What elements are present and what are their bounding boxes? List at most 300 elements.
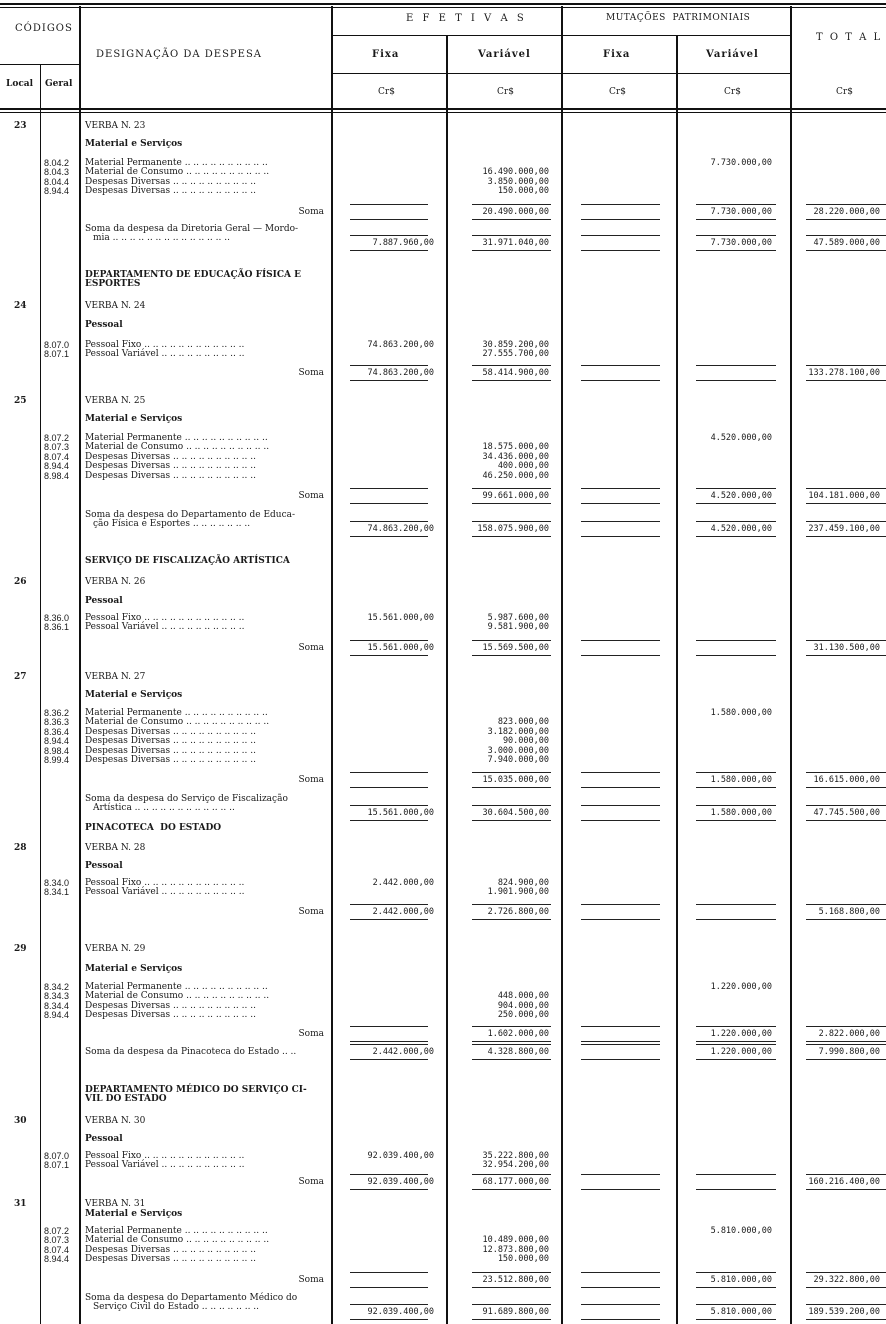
sum-rule-top [581,805,660,806]
row-description: Soma da despesa da Pinacoteca do Estado .. .. [85,1047,297,1057]
sum-rule-top [350,365,428,366]
row-value-evar: 7.940.000,00 [487,755,549,765]
row-value-evar: 90.000,00 [502,736,549,746]
sum-rule-top [806,1304,886,1305]
row-description: Despesas Diversas .. .. .. .. .. .. .. .. .. .. [85,1010,256,1020]
row-value-efix: 92.039.400,00 [367,1177,434,1187]
sum-rule-top [696,204,776,205]
row-value-mvar: 5.810.000,00 [710,1307,772,1317]
row-description-cont: ção Física e Esportes .. .. .. .. .. .. .. [93,519,251,529]
sum-rule-top [581,1026,660,1027]
row-value-total: 28.220.000,00 [813,207,880,217]
row-description: Despesas Diversas .. .. .. .. .. .. .. .. .. .. [85,736,256,746]
row-value-mvar: 4.520.000,00 [710,524,772,534]
sum-rule-bottom [581,655,660,656]
sum-rule-bottom [581,919,660,920]
sum-rule-bottom [350,1319,428,1320]
row-value-total: 5.168.800,00 [818,907,880,917]
row-description: Despesas Diversas .. .. .. .. .. .. .. .. .. .. [85,461,256,471]
top-rule-inner [0,7,886,8]
row-description: Soma da despesa do Departamento Médico do [85,1293,298,1303]
row-geral-code: 8.07.3 [44,1235,70,1245]
row-value-evar: 58.414.900,00 [482,368,549,378]
row-value-evar: 158.075.900,00 [477,524,549,534]
sum-rule-bottom [806,787,886,788]
sum-rule-top [696,488,776,489]
sum-rule-bottom [350,1059,428,1060]
sum-rule-top [696,772,776,773]
sum-rule-top [696,640,776,641]
row-local-code: 23 [14,121,27,131]
row-value-total: 160.216.400,00 [808,1177,880,1187]
row-description: Material Permanente .. .. .. .. .. .. .. .. .. .. [85,158,268,168]
row-local-code: 31 [14,1199,27,1209]
row-value-efix: 92.039.400,00 [367,1151,434,1161]
sum-rule-top [806,1026,886,1027]
row-value-total: 7.990.800,00 [818,1047,880,1057]
sum-rule-top [581,1044,660,1045]
row-soma-label: Soma [298,491,324,501]
hdr-efetivas: E F E T I V A S [406,13,527,24]
sum-rule-bottom [806,1041,886,1042]
row-geral-code: 8.94.4 [44,736,70,746]
row-geral-code: 8.07.3 [44,442,70,452]
sum-rule-bottom [581,1041,660,1042]
sum-rule-bottom [696,1189,776,1190]
row-description: Material Permanente .. .. .. .. .. .. .. .. .. .. [85,1226,268,1236]
row-description: Soma da despesa do Serviço de Fiscalização [85,794,288,804]
sum-rule-bottom [806,219,886,220]
row-value-evar: 824.900,00 [497,878,549,888]
sum-rule-top [350,805,428,806]
row-value-efix: 2.442.000,00 [372,1047,434,1057]
sum-rule-top [806,521,886,522]
row-value-efix: 2.442.000,00 [372,907,434,917]
row-description: Pessoal Variável .. .. .. .. .. .. .. .. .. .. [85,622,245,632]
row-geral-code: 8.34.3 [44,991,70,1001]
row-geral-code: 8.34.4 [44,1001,70,1011]
sum-rule-bottom [581,1287,660,1288]
row-value-total: 133.278.100,00 [808,368,880,378]
sum-rule-top [472,1272,551,1273]
row-value-efix: 74.863.200,00 [367,524,434,534]
row-description: Pessoal Fixo .. .. .. .. .. .. .. .. .. .. .. .. [85,878,245,888]
row-description: Material de Consumo .. .. .. .. .. .. .. .. .. .. [85,1235,270,1245]
row-local-code: 27 [14,672,27,682]
sum-rule-bottom [581,1319,660,1320]
sum-rule-bottom [806,655,886,656]
row-description: Pessoal Variável .. .. .. .. .. .. .. .. .. .. [85,349,245,359]
row-description: Despesas Diversas .. .. .. .. .. .. .. .. .. .. [85,1245,256,1255]
row-description: Pessoal Fixo .. .. .. .. .. .. .. .. .. .. .. .. [85,613,245,623]
hdr-mutacoes-variavel: Variável [706,49,759,60]
sum-rule-top [472,1304,551,1305]
row-value-evar: 3.850.000,00 [487,177,549,187]
row-description: SERVIÇO DE FISCALIZAÇÃO ARTÍSTICA [85,556,290,566]
row-geral-code: 8.36.2 [44,708,70,718]
row-value-evar: 15.035.000,00 [482,775,549,785]
sum-rule-bottom [581,1059,660,1060]
row-description-cont: ESPORTES [85,279,141,289]
hdr-geral: Geral [45,79,73,89]
row-value-evar: 1.602.000,00 [487,1029,549,1039]
row-value-evar: 35.222.800,00 [482,1151,549,1161]
sum-rule-top [806,488,886,489]
row-description: Pessoal [85,596,123,606]
sum-rule-top [472,904,551,905]
sum-rule-bottom [350,536,428,537]
sum-rule-top [350,521,428,522]
sum-rule-bottom [806,919,886,920]
sum-rule-top [806,1174,886,1175]
row-value-efix: 2.442.000,00 [372,878,434,888]
row-description: VERBA N. 27 [85,672,146,682]
row-value-evar: 23.512.800,00 [482,1275,549,1285]
sum-rule-bottom [350,1041,428,1042]
sum-rule-bottom [696,219,776,220]
row-value-evar: 400.000,00 [497,461,549,471]
sum-rule-top [581,904,660,905]
row-value-evar: 99.661.000,00 [482,491,549,501]
row-value-evar: 3.000.000,00 [487,746,549,756]
hdr-rule-efetivas [331,35,561,36]
sum-rule-bottom [350,1287,428,1288]
row-description: Material de Consumo .. .. .. .. .. .. .. .. .. .. [85,442,270,452]
sum-rule-top [696,365,776,366]
row-geral-code: 8.07.4 [44,1245,70,1255]
row-soma-label: Soma [298,907,324,917]
sum-rule-bottom [581,820,660,821]
col-divider-mvar [790,6,792,1324]
row-soma-label: Soma [298,368,324,378]
row-description-cont: mia .. .. .. .. .. .. .. .. .. .. .. .. .. .. [93,233,230,243]
hdr-rule-codes [0,64,79,65]
sum-rule-top [581,1174,660,1175]
row-value-evar: 2.726.800,00 [487,907,549,917]
row-geral-code: 8.07.2 [44,1226,70,1236]
row-local-code: 28 [14,843,27,853]
sum-rule-top [350,1304,428,1305]
sum-rule-top [472,365,551,366]
hdr-currency-5: Cr$ [836,87,853,97]
row-description: Pessoal Variável .. .. .. .. .. .. .. .. .. .. [85,1160,245,1170]
row-soma-label: Soma [298,207,324,217]
sum-rule-top [581,365,660,366]
row-description: Pessoal [85,861,123,871]
row-description: Material e Serviços [85,690,183,700]
row-description: Pessoal Variável .. .. .. .. .. .. .. .. .. .. [85,887,245,897]
sum-rule-bottom [581,219,660,220]
sum-rule-top [581,1304,660,1305]
sum-rule-bottom [696,787,776,788]
row-description: Despesas Diversas .. .. .. .. .. .. .. .. .. .. [85,1001,256,1011]
row-description: Material de Consumo .. .. .. .. .. .. .. .. .. .. [85,167,270,177]
row-description: DEPARTAMENTO MÉDICO DO SERVIÇO CI- [85,1085,307,1095]
row-value-evar: 150.000,00 [497,1254,549,1264]
sum-rule-top [581,640,660,641]
hdr-currency-3: Cr$ [609,87,626,97]
row-value-total: 104.181.000,00 [808,491,880,501]
row-description: PINACOTECA DO ESTADO [85,823,222,833]
row-value-efix: 15.561.000,00 [367,613,434,623]
hdr-bottom-rule-2 [0,112,886,113]
row-value-evar: 68.177.000,00 [482,1177,549,1187]
row-value-evar: 31.971.040,00 [482,238,549,248]
sum-rule-top [472,1044,551,1045]
row-geral-code: 8.34.2 [44,982,70,992]
sum-rule-top [472,488,551,489]
row-value-total: 237.459.100,00 [808,524,880,534]
row-description: VERBA N. 25 [85,396,146,406]
sum-rule-top [350,640,428,641]
col-divider-local [40,64,41,1324]
row-description: Despesas Diversas .. .. .. .. .. .. .. .. .. .. [85,177,256,187]
sum-rule-bottom [696,503,776,504]
sum-rule-bottom [581,1189,660,1190]
sum-rule-top [581,235,660,236]
hdr-currency-1: Cr$ [378,87,395,97]
sum-rule-bottom [696,919,776,920]
sum-rule-bottom [696,1319,776,1320]
row-value-evar: 91.689.800,00 [482,1307,549,1317]
row-geral-code: 8.04.4 [44,177,70,187]
row-value-evar: 9.581.900,00 [487,622,549,632]
row-description: Despesas Diversas .. .. .. .. .. .. .. .. .. .. [85,186,256,196]
row-local-code: 29 [14,944,27,954]
col-divider-mfix [676,35,678,1324]
row-description: Material e Serviços [85,414,183,424]
sum-rule-bottom [472,820,551,821]
sum-rule-top [472,204,551,205]
sum-rule-top [350,204,428,205]
sum-rule-bottom [472,1287,551,1288]
row-description: DEPARTAMENTO DE EDUCAÇÃO FÍSICA E [85,270,302,280]
sum-rule-top [696,235,776,236]
row-description: Material e Serviços [85,139,183,149]
hdr-local: Local [6,79,34,89]
row-description: Soma da despesa do Departamento de Educa- [85,510,296,520]
sum-rule-top [696,1044,776,1045]
row-description: Pessoal Fixo .. .. .. .. .. .. .. .. .. .. .. .. [85,1151,245,1161]
row-value-mvar: 7.730.000,00 [710,207,772,217]
row-description-cont: VIL DO ESTADO [85,1094,167,1104]
hdr-bottom-rule [0,108,886,110]
row-value-mvar: 4.520.000,00 [710,433,772,443]
row-value-evar: 27.555.700,00 [482,349,549,359]
row-value-evar: 5.987.600,00 [487,613,549,623]
row-description: Despesas Diversas .. .. .. .. .. .. .. .. .. .. [85,452,256,462]
row-value-efix: 7.887.960,00 [372,238,434,248]
row-value-mvar: 1.580.000,00 [710,775,772,785]
sum-rule-bottom [472,1041,551,1042]
hdr-mutacoes: MUTAÇÕES PATRIMONIAIS [606,13,751,23]
row-value-evar: 150.000,00 [497,186,549,196]
row-value-evar: 30.859.200,00 [482,340,549,350]
row-description: VERBA N. 24 [85,301,146,311]
row-value-mvar: 5.810.000,00 [710,1275,772,1285]
sum-rule-top [806,1272,886,1273]
row-description-cont: Serviço Civil do Estado .. .. .. .. .. .. .. [93,1302,260,1312]
sum-rule-bottom [350,250,428,251]
sum-rule-top [472,805,551,806]
sum-rule-top [472,1174,551,1175]
sum-rule-bottom [472,655,551,656]
row-value-total: 2.822.000,00 [818,1029,880,1039]
row-geral-code: 8.98.4 [44,471,70,481]
row-value-total: 47.589.000,00 [813,238,880,248]
sum-rule-top [806,204,886,205]
row-value-efix: 15.561.000,00 [367,643,434,653]
sum-rule-top [581,521,660,522]
row-geral-code: 8.99.4 [44,755,70,765]
row-soma-label: Soma [298,1275,324,1285]
row-value-evar: 16.490.000,00 [482,167,549,177]
row-description: Pessoal [85,1134,123,1144]
sum-rule-bottom [696,820,776,821]
sum-rule-top [696,805,776,806]
sum-rule-bottom [806,1319,886,1320]
row-geral-code: 8.04.2 [44,158,70,168]
sum-rule-bottom [806,1059,886,1060]
hdr-efetivas-fixa: Fixa [372,49,400,60]
row-local-code: 25 [14,396,27,406]
row-value-evar: 46.250.000,00 [482,471,549,481]
row-description: VERBA N. 26 [85,577,146,587]
sum-rule-bottom [806,250,886,251]
row-soma-label: Soma [298,1177,324,1187]
sum-rule-bottom [806,1287,886,1288]
row-geral-code: 8.94.4 [44,186,70,196]
row-value-total: 31.130.500,00 [813,643,880,653]
sum-rule-bottom [350,787,428,788]
sum-rule-bottom [696,655,776,656]
row-geral-code: 8.07.1 [44,1160,70,1170]
col-divider-efix [446,35,448,1324]
sum-rule-bottom [350,503,428,504]
sum-rule-top [350,1044,428,1045]
row-geral-code: 8.36.0 [44,613,70,623]
row-value-mvar: 7.730.000,00 [710,238,772,248]
sum-rule-top [472,521,551,522]
sum-rule-bottom [581,503,660,504]
row-value-evar: 904.000,00 [497,1001,549,1011]
row-geral-code: 8.94.4 [44,1254,70,1264]
sum-rule-top [806,772,886,773]
row-geral-code: 8.98.4 [44,746,70,756]
row-value-evar: 823.000,00 [497,717,549,727]
row-description: Despesas Diversas .. .. .. .. .. .. .. .. .. .. [85,471,256,481]
row-value-mvar: 4.520.000,00 [710,491,772,501]
sum-rule-top [696,1304,776,1305]
sum-rule-top [472,772,551,773]
row-value-evar: 34.436.000,00 [482,452,549,462]
sum-rule-bottom [696,1287,776,1288]
row-local-code: 26 [14,577,27,587]
sum-rule-top [472,235,551,236]
sum-rule-top [806,235,886,236]
sum-rule-bottom [350,655,428,656]
row-soma-label: Soma [298,775,324,785]
hdr-total: T O T A L [816,32,883,43]
row-value-mvar: 1.220.000,00 [710,1029,772,1039]
row-value-evar: 12.873.800,00 [482,1245,549,1255]
row-value-evar: 30.604.500,00 [482,808,549,818]
row-description: Pessoal Fixo .. .. .. .. .. .. .. .. .. .. .. .. [85,340,245,350]
sum-rule-bottom [806,536,886,537]
row-geral-code: 8.07.0 [44,1151,70,1161]
hdr-codigos: CÓDIGOS [15,23,73,34]
sum-rule-top [696,521,776,522]
row-value-evar: 3.182.000,00 [487,727,549,737]
row-description: VERBA N. 30 [85,1116,146,1126]
row-geral-code: 8.07.2 [44,433,70,443]
row-value-evar: 448.000,00 [497,991,549,1001]
row-description: Despesas Diversas .. .. .. .. .. .. .. .. .. .. [85,755,256,765]
sum-rule-bottom [696,380,776,381]
sum-rule-top [696,1272,776,1273]
sum-rule-top [350,1026,428,1027]
sum-rule-bottom [472,536,551,537]
row-description: Material e Serviços [85,964,183,974]
row-description: Despesas Diversas .. .. .. .. .. .. .. .. .. .. [85,1254,256,1264]
row-description-cont: Artística .. .. .. .. .. .. .. .. .. .. .. .. [93,803,235,813]
row-geral-code: 8.36.3 [44,717,70,727]
row-local-code: 30 [14,1116,27,1126]
row-value-evar: 250.000,00 [497,1010,549,1020]
row-geral-code: 8.36.1 [44,622,70,632]
row-geral-code: 8.04.3 [44,167,70,177]
sum-rule-top [350,1272,428,1273]
row-description: Despesas Diversas .. .. .. .. .. .. .. .. .. .. [85,746,256,756]
hdr-currency-4: Cr$ [724,87,741,97]
sum-rule-bottom [696,1041,776,1042]
sum-rule-top [806,805,886,806]
sum-rule-bottom [472,1189,551,1190]
row-value-mvar: 1.220.000,00 [710,1047,772,1057]
sum-rule-top [581,204,660,205]
sum-rule-bottom [350,820,428,821]
sum-rule-bottom [472,1059,551,1060]
hdr-rule-mutacoes [561,35,790,36]
row-value-efix: 74.863.200,00 [367,368,434,378]
col-divider-evar [561,6,563,1324]
row-description: Material e Serviços [85,1209,183,1219]
row-description: Soma da despesa da Diretoria Geral — Mordo- [85,224,299,234]
row-geral-code: 8.34.1 [44,887,70,897]
sum-rule-bottom [581,787,660,788]
sum-rule-top [350,1174,428,1175]
row-description: Material Permanente .. .. .. .. .. .. .. .. .. .. [85,708,268,718]
row-value-total: 189.539.200,00 [808,1307,880,1317]
row-geral-code: 8.94.4 [44,461,70,471]
row-value-evar: 32.954.200,00 [482,1160,549,1170]
sum-rule-bottom [472,1319,551,1320]
sum-rule-top [806,1044,886,1045]
hdr-currency-2: Cr$ [497,87,514,97]
row-description: VERBA N. 31 [85,1199,146,1209]
sum-rule-bottom [472,219,551,220]
row-geral-code: 8.36.4 [44,727,70,737]
row-value-total: 47.745.500,00 [813,808,880,818]
sum-rule-bottom [472,503,551,504]
row-value-mvar: 1.580.000,00 [710,808,772,818]
sum-rule-top [350,235,428,236]
sum-rule-bottom [696,1059,776,1060]
row-value-mvar: 5.810.000,00 [710,1226,772,1236]
row-geral-code: 8.07.1 [44,349,70,359]
sum-rule-top [350,488,428,489]
sum-rule-bottom [472,919,551,920]
